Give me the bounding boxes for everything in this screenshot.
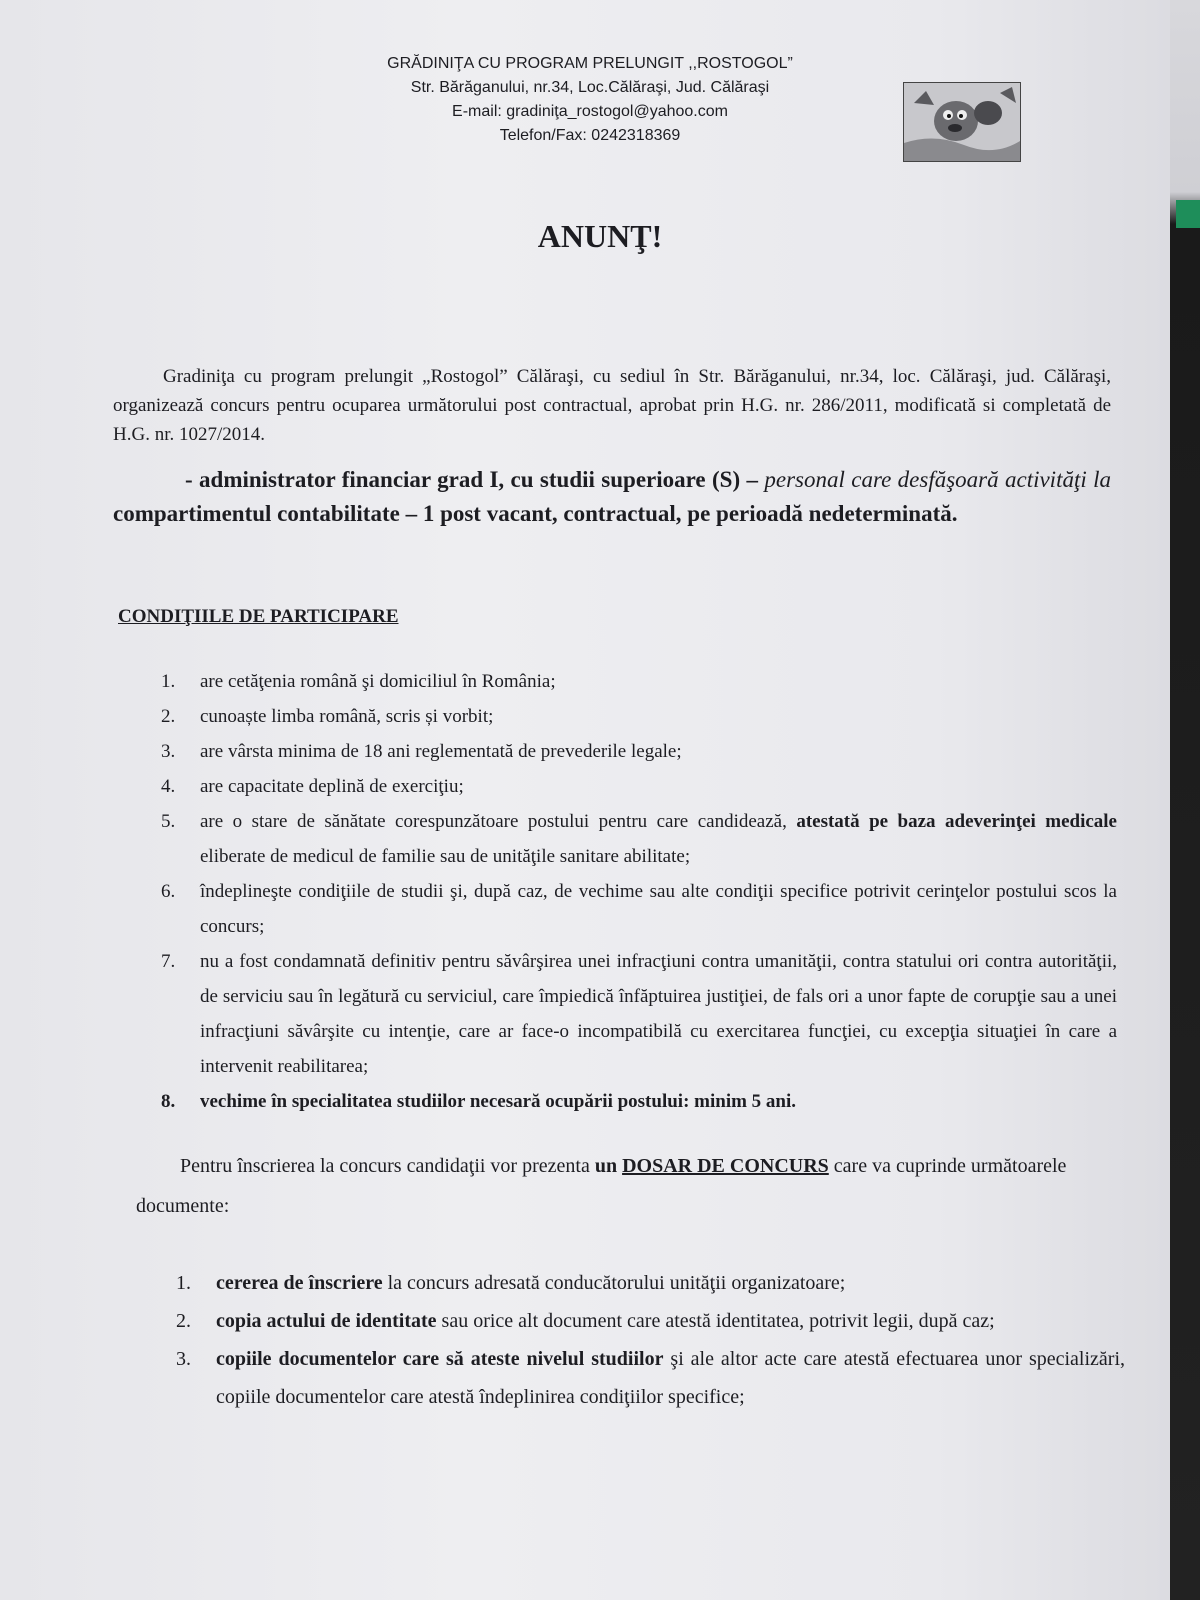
list-item: 5. are o stare de sănătate corespunzătoare postului pentru care candidează, atestată pe baza adeverinţei medicale eliberate de medicul de familie sau de unităţile sanitare abilitate; [161,811,1117,867]
background-edge [1170,0,1200,1600]
conditions-list [125,664,1117,1119]
post-title: - administrator financiar grad I, cu studii superioare (S) – [185,467,758,492]
list-item: 1. are cetăţenia română şi domiciliul în România; [161,671,556,692]
institution-address: Str. Bărăganului, nr.34, Loc.Călăraşi, Jud. Călăraşi [410,79,770,96]
institution-email: E-mail: gradiniţa_rostogol@yahoo.com [452,103,728,120]
list-item: 6. îndeplineşte condiţiile de studii şi, după caz, de vechime sau alte condiţii specifice potrivit cerinţelor postului scos la concurs; [161,881,1117,937]
intro-paragraph [113,362,1111,449]
list-item: 1. cererea de înscriere la concurs adresată conducătorului unităţii organizatoare; [176,1272,846,1294]
documents-list [140,1264,1125,1416]
dossier-paragraph: Pentru înscrierea la concurs candidaţii vor prezenta un DOSAR DE CONCURS care va cuprinde următoarele documente: [136,1155,1067,1217]
list-item: 8. vechime în specialitatea studiilor necesară ocupării postului: minim 5 ani. [161,1091,797,1112]
green-tab [1176,200,1200,228]
list-item: 2. cunoaște limba română, scris și vorbit; [161,706,494,727]
list-item: 4. are capacitate deplină de exerciţiu; [161,776,464,797]
list-item: 3. copiile documentelor care să ateste nivelul studiilor şi ale altor acte care atestă efectuarea unor specializări, copiile documentelor care atestă îndeplinirea condiţiilor specifice; [176,1348,1125,1408]
page-title: ANUNŢ! [537,218,663,254]
intro-text: Gradiniţa cu program prelungit „Rostogol” Călăraşi, cu sediul în Str. Bărăganului, nr.34, loc. Călăraşi, jud. Călăraşi, organizează concurs pentru ocuparea următorului post contractual, aprobat prin H.G. nr. 286/2011, modificată si completată de H.G. nr. 1027/2014. [113,366,1111,445]
conditions-heading: CONDIŢIILE DE PARTICIPARE [118,606,399,627]
letterhead [330,52,850,148]
dossier-label: DOSAR DE CONCURS [622,1155,829,1177]
post-details: compartimentul contabilitate – 1 post vacant, contractual, pe perioadă nedeterminată. [113,501,958,526]
institution-name: GRĂDINIŢA CU PROGRAM PRELUNGIT ,,ROSTOGOL” [387,55,793,72]
kindergarten-logo [903,82,1021,162]
post-staff-type: personal care desfăşoară activităţi la [764,467,1112,492]
post-description [113,463,1111,531]
list-item: 3. are vârsta minima de 18 ani reglementată de prevederile legale; [161,741,682,762]
list-item: 2. copia actului de identitate sau orice alt document care atestă identitatea, potrivit legii, după caz; [176,1310,995,1332]
list-item: 7. nu a fost condamnată definitiv pentru săvârşirea unei infracţiuni contra umanităţii, contra statului ori contra autorităţii, de serviciu sau în legătură cu serviciul, care împiedică înfăptuirea justiţiei, de fals ori a unor fapte de corupţie sau a unei infracţiuni săvârşite cu intenţie, care ar face-o incompatibilă cu exercitarea funcţiei, cu excepţia situaţiei în care a intervenit reabilitarea; [161,951,1117,1077]
institution-phone: Telefon/Fax: 0242318369 [499,127,681,144]
